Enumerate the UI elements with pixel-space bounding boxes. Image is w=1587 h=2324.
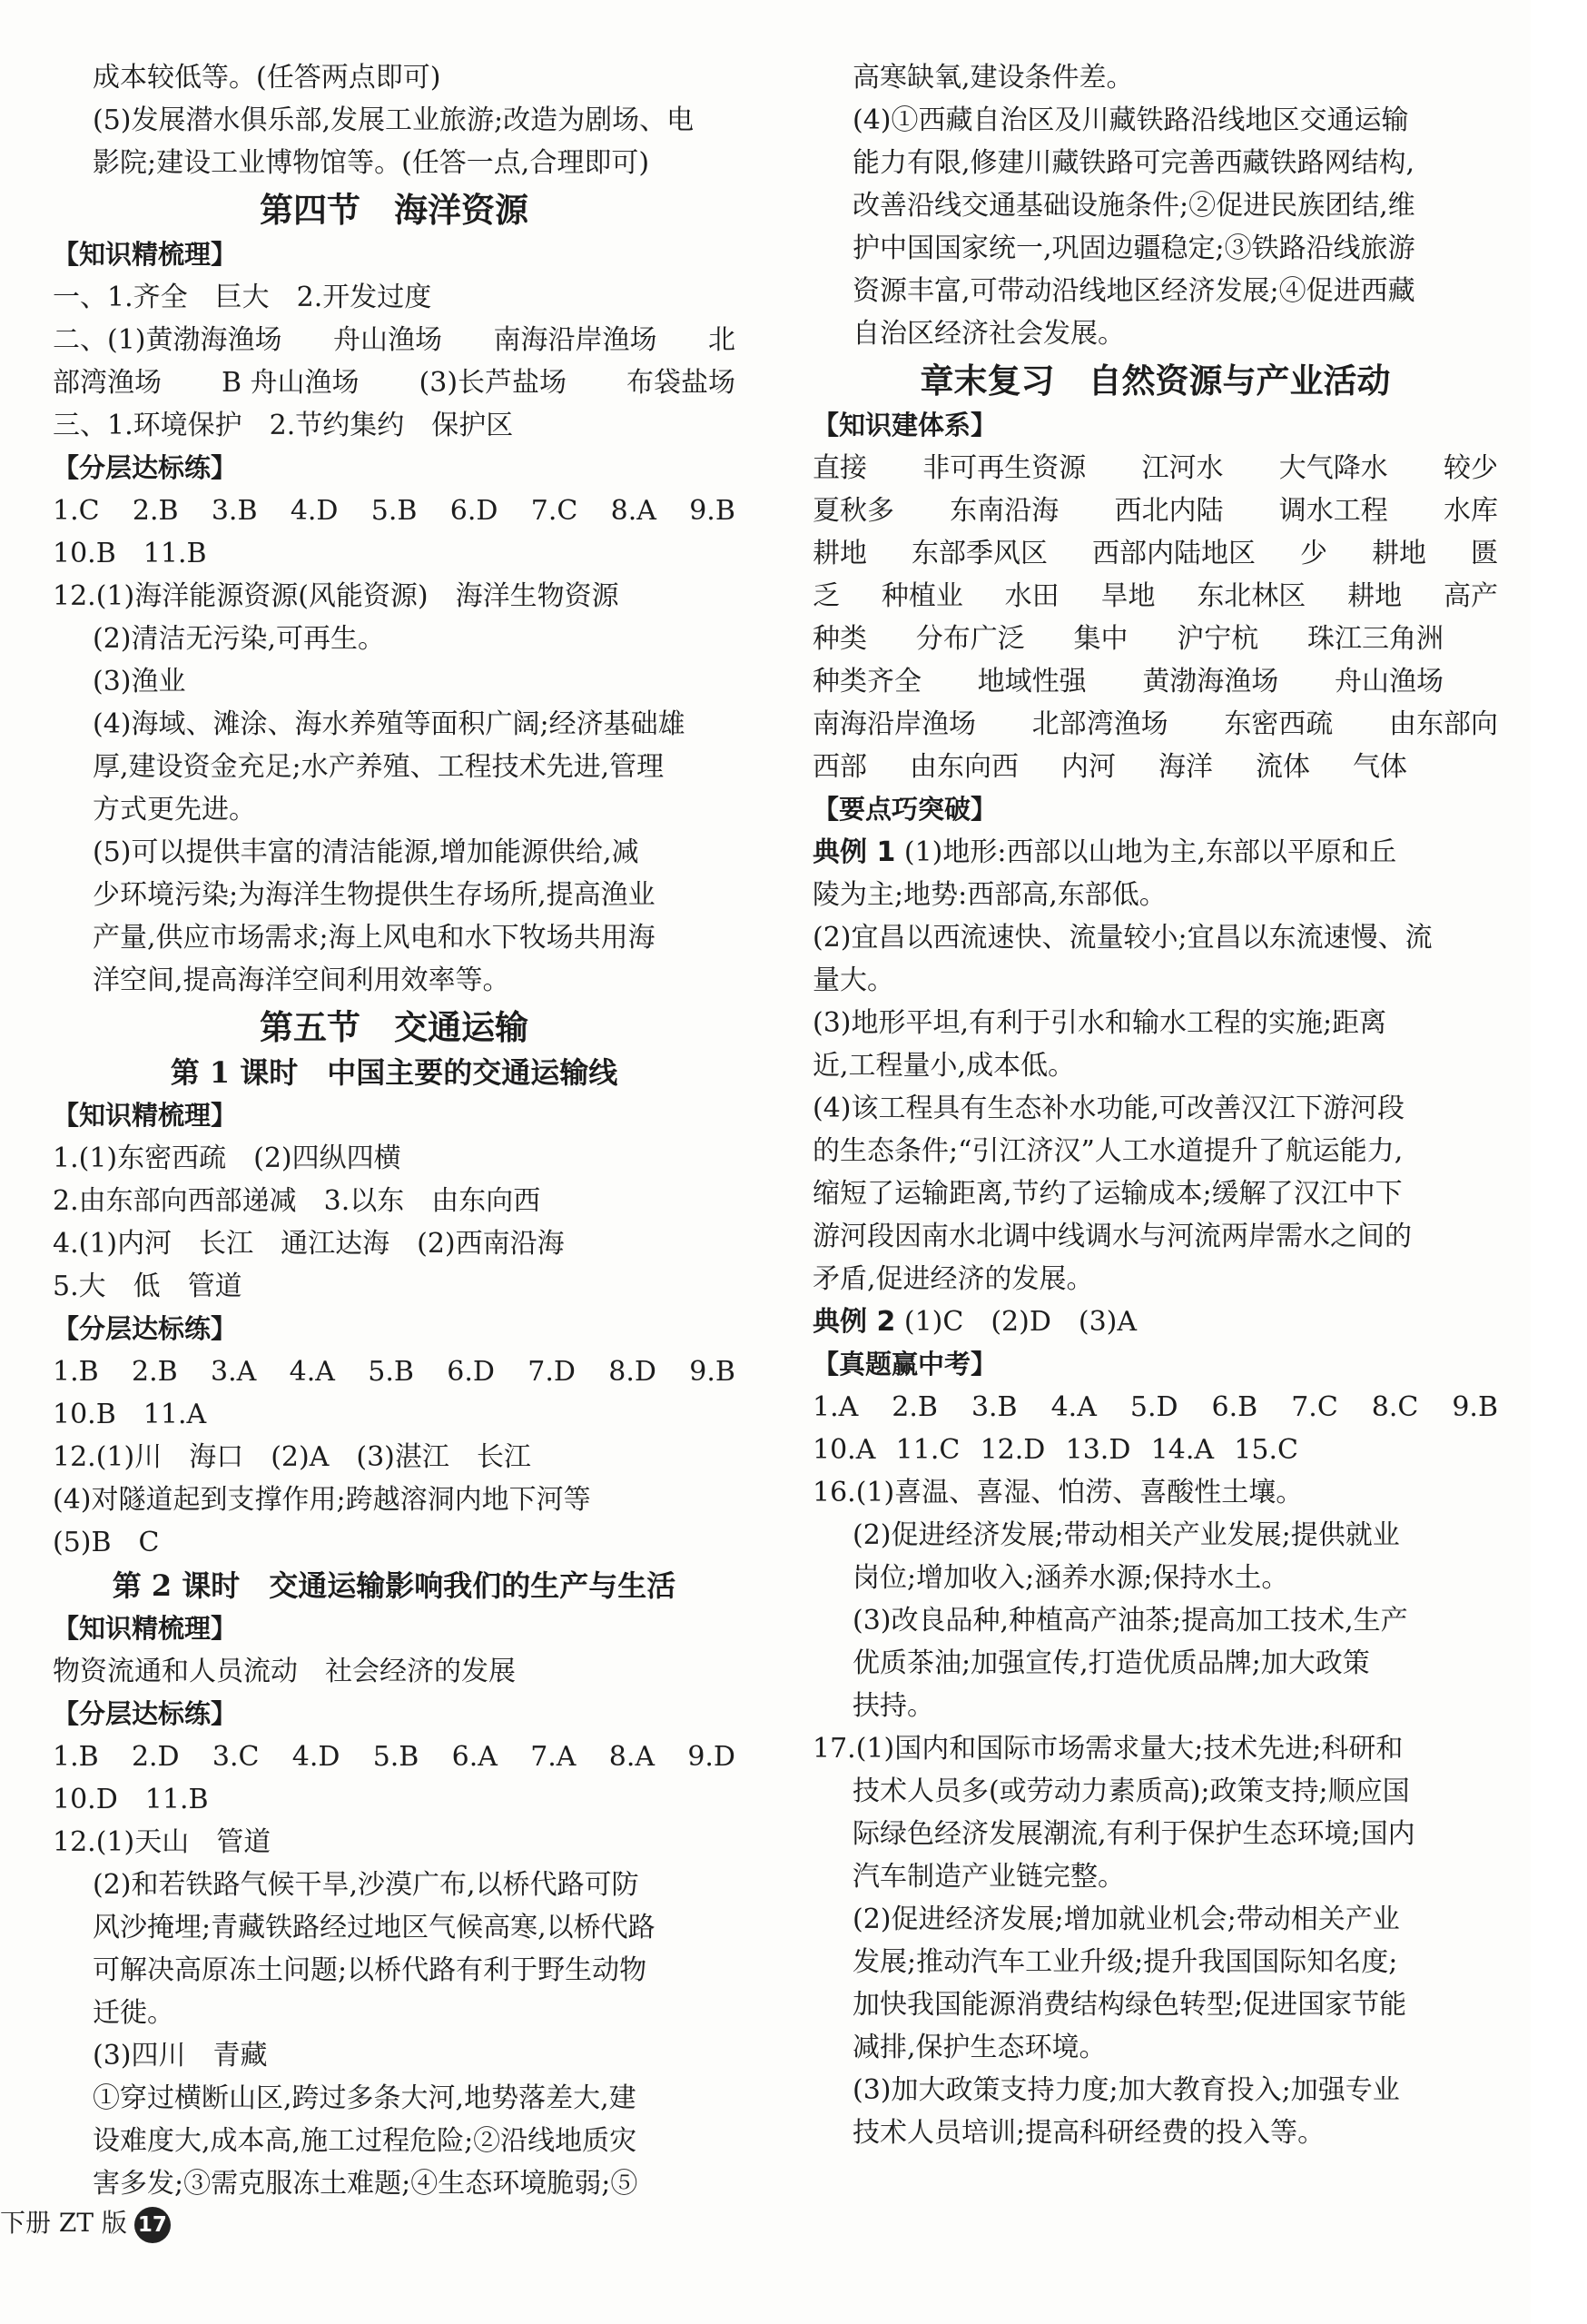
right-column [813,56,1498,2154]
text-line: 减排,保护生态环境。 [853,2032,1107,2063]
text-line: 游河段因南水北调中线调水与河流两岸需水之间的 [813,1221,1412,1252]
section-label: 【分层达标练】 [53,452,238,483]
text-line: (4)该工程具有生态补水功能,可改善汉江下游河段 [813,1093,1405,1124]
choice-answers: 1.B 2.B 3.A 4.A 5.B 6.D 7.D 8.D 9.B [53,1356,735,1388]
keyword-line: 直接 非可再生资源 江河水 大气降水 较少 [813,452,1498,484]
text-line: 改善沿线交通基础设施条件;②促进民族团结,维 [853,190,1415,222]
text-line: 技术人员多(或劳动力素质高);政策支持;顺应国 [853,1775,1410,1807]
text-line: 量大。 [813,964,894,996]
answer-line: (5)B C [53,1527,160,1558]
text-line: 的生态条件;“引江济汉”人工水道提升了航运能力, [813,1135,1404,1167]
text-line: 加快我国能源消费结构绿色转型;促进国家节能 [853,1989,1407,2021]
text-line: (3)地形平坦,有利于引水和输水工程的实施;距离 [813,1007,1387,1039]
choice-answers: 10.A 11.C 12.D 13.D 14.A 15.C [813,1434,1298,1466]
answer-line: 1.(1)东密西疏 (2)四纵四横 [53,1142,401,1174]
text-line: 害多发;③需克服冻土难题;④生态环境脆弱;⑤ [93,2168,638,2200]
example-line: 典例 1 (1)地形:西部以山地为主,东部以平原和丘 [813,836,1397,868]
section-label: 【知识精梳理】 [53,1613,238,1644]
page-edge [1531,0,1587,2324]
choice-answers: 1.C 2.B 3.B 4.D 5.B 6.D 7.C 8.A 9.B [53,495,735,527]
text-line: 优质茶油;加强宣传,打造优质品牌;加大政策 [853,1647,1370,1679]
text-line: (3)渔业 [93,666,186,697]
answer-line: 三、1.环境保护 2.节约集约 保护区 [53,410,514,441]
choice-answers: 10.D 11.B [53,1784,209,1815]
text-line: (2)清洁无污染,可再生。 [93,623,386,655]
lesson-title: 第 2 课时 交通运输影响我们的生产与生活 [112,1568,676,1603]
keyword-line: 耕地 东部季风区 西部内陆地区 少 耕地 匮 [813,538,1498,569]
keyword-line: 西部 由东向西 内河 海洋 流体 气体 [813,751,1407,783]
text-line: 扶持。 [853,1690,934,1722]
section-label: 【知识精梳理】 [53,239,238,270]
keyword-line: 种类 分布广泛 集中 沪宁杭 珠江三角洲 [813,623,1444,655]
section-title-transport: 第五节 交通运输 [260,1007,528,1047]
section-label: 【分层达标练】 [53,1698,238,1729]
chapter-review-title: 章末复习 自然资源与产业活动 [920,361,1391,401]
lesson-title: 第 1 课时 中国主要的交通运输线 [170,1055,618,1090]
edition-label: 下册 ZT 版 [0,2208,127,2238]
keyword-line: 南海沿岸渔场 北部湾渔场 东密西疏 由东部向 [813,708,1498,740]
text-line: 护中国国家统一,巩固边疆稳定;③铁路沿线旅游 [853,232,1415,264]
keyword-line: 种类齐全 地域性强 黄渤海渔场 舟山渔场 [813,666,1444,697]
answer-line: 部湾渔场 B 舟山渔场 (3)长芦盐场 布袋盐场 [53,367,735,399]
section-label: 【真题赢中考】 [813,1349,998,1380]
text-line: (5)可以提供丰富的清洁能源,增加能源供给,减 [93,836,639,868]
section-title-ocean-resources: 第四节 海洋资源 [260,190,528,230]
text-line: (2)宜昌以西流速快、流量较小;宜昌以东流速慢、流 [813,922,1433,954]
answer-line: 二、(1)黄渤海渔场 舟山渔场 南海沿岸渔场 北 [53,324,735,356]
text-line: 17.(1)国内和国际市场需求量大;技术先进;科研和 [813,1733,1404,1765]
text-line: 高寒缺氧,建设条件差。 [853,62,1134,94]
section-label: 【知识建体系】 [813,410,998,440]
choice-answers: 10.B 11.B [53,538,207,569]
text-line: 洋空间,提高海洋空间利用效率等。 [93,964,510,996]
text-line: 能力有限,修建川藏铁路可完善西藏铁路网结构, [853,147,1415,179]
text-line: 迁徙。 [93,1997,174,2029]
section-label: 【要点巧突破】 [813,794,998,825]
text-line: 方式更先进。 [93,794,256,826]
text-line: 产量,供应市场需求;海上风电和水下牧场共用海 [93,922,656,954]
text-line: 可解决高原冻土问题;以桥代路有利于野生动物 [93,1954,647,1986]
text-line: 资源丰富,可带动沿线地区经济发展;④促进西藏 [853,275,1415,307]
text-line: 16.(1)喜温、喜湿、怕涝、喜酸性土壤。 [813,1477,1304,1508]
text-line: (2)促进经济发展;增加就业机会;带动相关产业 [853,1904,1400,1935]
keyword-line: 夏秋多 东南沿海 西北内陆 调水工程 水库 [813,495,1498,527]
text-line: (3)加大政策支持力度;加大教育投入;加强专业 [853,2074,1400,2106]
text-line: 少环境污染;为海洋生物提供生存场所,提高渔业 [93,879,656,911]
section-label: 【分层达标练】 [53,1313,238,1344]
answer-line: 2.由东部向西部递减 3.以东 由东向西 [53,1185,541,1217]
answer-line: 12.(1)天山 管道 [53,1826,271,1858]
text-line: 汽车制造产业链完整。 [853,1861,1125,1893]
text-line: (2)和若铁路气候干旱,沙漠广布,以桥代路可防 [93,1869,639,1901]
answer-line: 一、1.齐全 巨大 2.开发过度 [53,282,432,313]
text-line: (5)发展潜水俱乐部,发展工业旅游;改造为剧场、电 [93,104,695,136]
answer-line: 12.(1)川 海口 (2)A (3)湛江 长江 [53,1441,531,1473]
text-line: 近,工程量小,成本低。 [813,1050,1076,1082]
text-line: (4)对隧道起到支撑作用;跨越溶洞内地下河等 [53,1484,591,1516]
choice-answers: 1.A 2.B 3.B 4.A 5.D 6.B 7.C 8.C 9.B [813,1391,1498,1423]
keyword-line: 乏 种植业 水田 旱地 东北林区 耕地 高产 [813,580,1498,612]
text-line: 陵为主;地势:西部高,东部低。 [813,879,1167,911]
text-line: 影院;建设工业博物馆等。(任答一点,合理即可) [93,147,650,179]
text-line: (2)促进经济发展;带动相关产业发展;提供就业 [853,1519,1400,1551]
example-label: 典例 1 [813,836,896,868]
choice-answers: 1.B 2.D 3.C 4.D 5.B 6.A 7.A 8.A 9.D [53,1741,735,1773]
choice-answers: 10.B 11.A [53,1399,207,1430]
answer-line: 5.大 低 管道 [53,1271,242,1302]
example-line: 典例 2 (1)C (2)D (3)A [813,1306,1138,1338]
section-label: 【知识精梳理】 [53,1100,238,1131]
answer-line: 12.(1)海洋能源资源(风能资源) 海洋生物资源 [53,580,619,612]
answer-line: 4.(1)内河 长江 通江达海 (2)西南沿海 [53,1228,565,1260]
text-line: 风沙掩埋;青藏铁路经过地区气候高寒,以桥代路 [93,1912,656,1943]
text-line: 缩短了运输距离,节约了运输成本;缓解了汉江中下 [813,1178,1403,1210]
text-line: 矛盾,促进经济的发展。 [813,1263,1094,1295]
text-line: 自治区经济社会发展。 [853,318,1125,350]
text-line: ①穿过横断山区,跨过多条大河,地势落差大,建 [93,2082,636,2114]
example-label: 典例 2 [813,1306,896,1338]
page-footer [0,2205,171,2243]
text-line: 设难度大,成本高,施工过程危险;②沿线地质灾 [93,2125,637,2157]
text-line: (3)改良品种,种植高产油茶;提高加工技术,生产 [853,1605,1408,1637]
text-line: 岗位;增加收入;涵养水源;保持水土。 [853,1562,1289,1594]
left-column [53,56,735,2205]
text-line: (4)海域、滩涂、海水养殖等面积广阔;经济基础雄 [93,708,685,740]
text-line: 际绿色经济发展潮流,有利于保护生态环境;国内 [853,1818,1415,1850]
page-number: 17 [134,2207,171,2243]
answer-line: (3)四川 青藏 [93,2040,268,2072]
text-line: 厚,建设资金充足;水产养殖、工程技术先进,管理 [93,751,665,783]
text-line: 成本较低等。(任答两点即可) [93,62,441,94]
text-line: 技术人员培训;提高科研经费的投入等。 [853,2117,1326,2149]
text-line: 发展;推动汽车工业升级;提升我国国际知名度; [853,1946,1398,1978]
text-line: (4)①西藏自治区及川藏铁路沿线地区交通运输 [853,104,1409,136]
answer-line: 物资流通和人员流动 社会经济的发展 [53,1656,516,1687]
